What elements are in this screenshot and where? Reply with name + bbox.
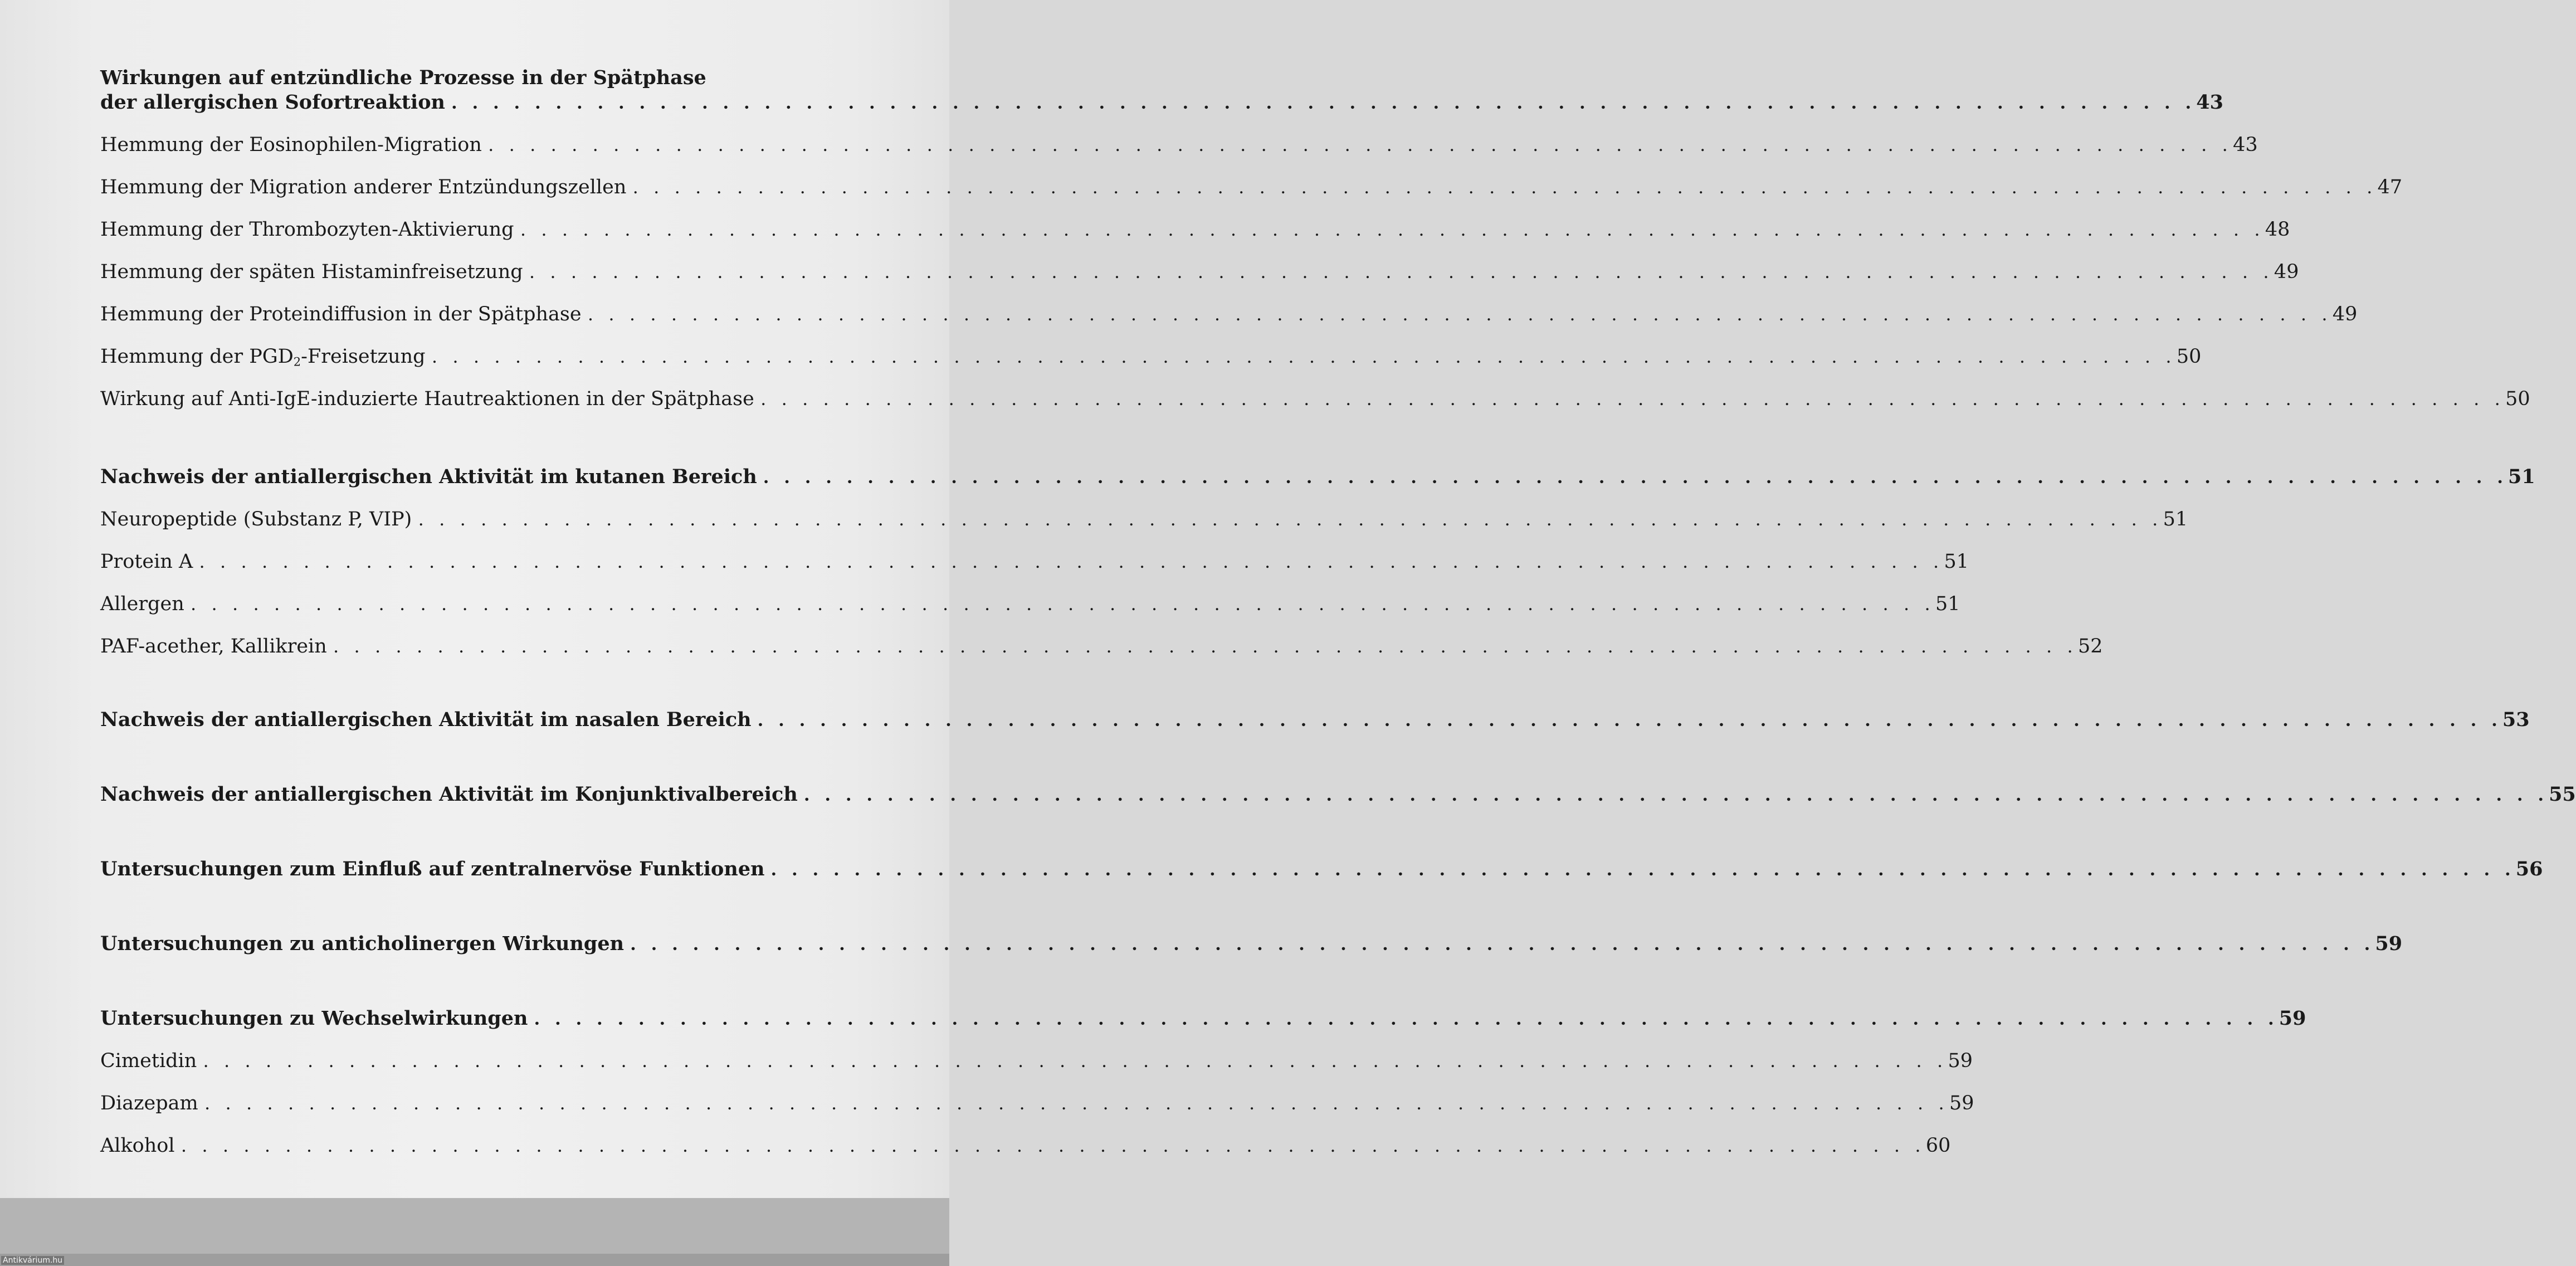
toc-leader: . . . . . . . . . . . . . . . . . . . . . . . . . . . . . . . . . . . . . . . . . . . . . . . . . . . . . . . . . . . . . . . . . . . . . . . . . . . . . . . . . . . . [333, 635, 2079, 657]
toc-leader: . . . . . . . . . . . . . . . . . . . . . . . . . . . . . . . . . . . . . . . . . . . . . . . . . . . . . . . . . . . . . . . . . . . . . . . . . . . . . . . . . . . . [763, 466, 2509, 488]
toc-heading-anticholinerg [100, 932, 2403, 956]
toc-leader: . . . . . . . . . . . . . . . . . . . . . . . . . . . . . . . . . . . . . . . . . . . . . . . . . . . . . . . . . . . . . . . . . . . . . . . . . . . . . . . . . . . . [204, 1092, 1949, 1114]
toc-page-number: 59 [1948, 1050, 1973, 1072]
toc-page-number: 53 [2502, 708, 2530, 731]
toc-leader: . . . . . . . . . . . . . . . . . . . . . . . . . . . . . . . . . . . . . . . . . . . . . . . . . . . . . . . . . . . . . . . . . . . . . . . . . . . . . . . . . . . . [191, 593, 1936, 615]
toc-heading-nasal [100, 708, 2530, 732]
toc-title-part: -Freisetzung [301, 345, 426, 368]
toc-page-number: 49 [2273, 261, 2299, 283]
toc-item [100, 302, 2358, 327]
toc-item-title: Allergen [100, 593, 184, 615]
toc-item [100, 260, 2299, 284]
toc-page-number: 59 [2375, 932, 2403, 955]
toc-page-number: 48 [2265, 218, 2290, 241]
toc-leader: . . . . . . . . . . . . . . . . . . . . . . . . . . . . . . . . . . . . . . . . . . . . . . . . . . . . . . . . . . . . . . . . . . . . . . . . . . . . . . . . . . . . [758, 709, 2502, 731]
toc-heading-wechselwirkungen [100, 1006, 2306, 1031]
toc-page-number: 55 [2549, 783, 2576, 806]
toc-heading-konjunktival [100, 782, 2576, 807]
toc-item [100, 1091, 1974, 1116]
toc-leader: . . . . . . . . . . . . . . . . . . . . . . . . . . . . . . . . . . . . . . . . . . . . . . . . . . . . . . . . . . . . . . . . . . . . . . . . . . . . . . . . . . . . [520, 218, 2265, 240]
toc-item [100, 175, 2403, 199]
toc-leader: . . . . . . . . . . . . . . . . . . . . . . . . . . . . . . . . . . . . . . . . . . . . . . . . . . . . . . . . . . . . . . . . . . . . . . . . . . . . . . . . . . . . [203, 1050, 1948, 1072]
toc-item-title: Diazepam [100, 1092, 198, 1114]
toc-leader: . . . . . . . . . . . . . . . . . . . . . . . . . . . . . . . . . . . . . . . . . . . . . . . . . . . . . . . . . . . . . . . . . . . . . . . . . . . . . . . . . . . . [760, 388, 2506, 410]
toc-leader: . . . . . . . . . . . . . . . . . . . . . . . . . . . . . . . . . . . . . . . . . . . . . . . . . . . . . . . . . . . . . . . . . . . . . . . . . . . . . . . . . . . . [418, 508, 2163, 530]
toc-page-number: 51 [2163, 508, 2188, 530]
toc-item-title: Cimetidin [100, 1050, 197, 1072]
toc-leader: . . . . . . . . . . . . . . . . . . . . . . . . . . . . . . . . . . . . . . . . . . . . . . . . . . . . . . . . . . . . . . . . . . . . . . . . . . . . . . . . . . . . [181, 1134, 1926, 1156]
toc-leader: . . . . . . . . . . . . . . . . . . . . . . . . . . . . . . . . . . . . . . . . . . . . . . . . . . . . . . . . . . . . . . . . . . . . . . . . . . . . . . . . . . . . [631, 933, 2375, 955]
toc-leader: . . . . . . . . . . . . . . . . . . . . . . . . . . . . . . . . . . . . . . . . . . . . . . . . . . . . . . . . . . . . . . . . . . . . . . . . . . . . . . . . . . . . [488, 134, 2233, 155]
toc-heading-zns [100, 857, 2543, 882]
watermark: Antikvárium.hu [1, 1256, 64, 1265]
toc-item-title [100, 344, 426, 369]
toc-item [100, 592, 1960, 616]
toc-leader: . . . . . . . . . . . . . . . . . . . . . . . . . . . . . . . . . . . . . . . . . . . . . . . . . . . . . . . . . . . . . . . . . . . . . . . . . . . . . . . . . . . . [804, 783, 2549, 805]
toc-heading-line1: Wirkungen auf entzündliche Prozesse in der Spätphase [100, 66, 706, 89]
toc-leader: . . . . . . . . . . . . . . . . . . . . . . . . . . . . . . . . . . . . . . . . . . . . . . . . . . . . . . . . . . . . . . . . . . . . . . . . . . . . . . . . . . . . [199, 551, 1944, 572]
toc-heading-title: Nachweis der antiallergischen Aktivität im kutanen Bereich [100, 465, 757, 488]
toc-page-number: 50 [2505, 388, 2530, 410]
footer-band [0, 1198, 949, 1254]
toc-heading-line2: der allergischen Sofortreaktion [100, 91, 445, 114]
toc-page-number: 43 [2233, 134, 2258, 156]
toc-item-title: Alkohol [100, 1134, 175, 1157]
toc-leader: . . . . . . . . . . . . . . . . . . . . . . . . . . . . . . . . . . . . . . . . . . . . . . . . . . . . . . . . . . . . . . . . . . . . . . . . . . . . . . . . . . . . [771, 858, 2516, 880]
toc-heading-title: Nachweis der antiallergischen Aktivität im nasalen Bereich [100, 708, 752, 731]
toc-item-title: Hemmung der Eosinophilen-Migration [100, 134, 482, 156]
toc-leader: . . . . . . . . . . . . . . . . . . . . . . . . . . . . . . . . . . . . . . . . . . . . . . . . . . . . . . . . . . . . . . . . . . . . . . . . . . . . . . . . . . . . [452, 91, 2197, 113]
toc-leader: . . . . . . . . . . . . . . . . . . . . . . . . . . . . . . . . . . . . . . . . . . . . . . . . . . . . . . . . . . . . . . . . . . . . . . . . . . . . . . . . . . . . [534, 1007, 2279, 1029]
toc-item-title: Hemmung der späten Histaminfreisetzung [100, 261, 523, 283]
toc-page-number: 51 [1935, 593, 1960, 615]
toc-leader: . . . . . . . . . . . . . . . . . . . . . . . . . . . . . . . . . . . . . . . . . . . . . . . . . . . . . . . . . . . . . . . . . . . . . . . . . . . . . . . . . . . . [633, 176, 2378, 198]
toc-item-title: Protein A [100, 551, 193, 573]
toc-item-title: Hemmung der Thrombozyten-Aktivierung [100, 218, 514, 241]
toc-item [100, 1133, 1951, 1158]
subscript-2: 2 [293, 355, 301, 369]
toc-heading-title: Nachweis der antiallergischen Aktivität im Konjunktivalbereich [100, 783, 798, 806]
toc-item [100, 217, 2290, 242]
toc-page-number: 51 [1944, 551, 1969, 573]
toc-page-number: 59 [1949, 1092, 1974, 1114]
toc-page-number: 51 [2508, 465, 2535, 488]
toc-item [100, 387, 2530, 411]
toc-item-title: Hemmung der Proteindiffusion in der Spätphase [100, 303, 582, 325]
toc-page-number: 59 [2279, 1007, 2306, 1030]
toc-heading-spaetphase [100, 66, 2223, 115]
toc-item [100, 507, 2188, 532]
toc-item [100, 344, 2202, 369]
footer-strip [0, 1254, 949, 1266]
toc-item [100, 1049, 1973, 1073]
toc-page-number: 49 [2332, 303, 2358, 325]
toc-item [100, 549, 1969, 574]
toc-page-number: 52 [2078, 635, 2103, 658]
toc-heading-kutan [100, 465, 2535, 489]
toc-page-number: 56 [2515, 858, 2543, 880]
toc-leader: . . . . . . . . . . . . . . . . . . . . . . . . . . . . . . . . . . . . . . . . . . . . . . . . . . . . . . . . . . . . . . . . . . . . . . . . . . . . . . . . . . . . [529, 261, 2274, 283]
toc-item-title: PAF-acether, Kallikrein [100, 635, 327, 658]
toc-page-number: 60 [1925, 1134, 1951, 1157]
toc-page-number: 43 [2196, 91, 2223, 114]
toc-page-number: 47 [2377, 176, 2403, 198]
toc-item [100, 634, 2103, 659]
toc-heading-title: Untersuchungen zu Wechselwirkungen [100, 1007, 528, 1030]
toc-item-title: Wirkung auf Anti-IgE-induzierte Hautreaktionen in der Spätphase [100, 388, 754, 410]
toc-leader: . . . . . . . . . . . . . . . . . . . . . . . . . . . . . . . . . . . . . . . . . . . . . . . . . . . . . . . . . . . . . . . . . . . . . . . . . . . . . . . . . . . . [432, 345, 2177, 367]
toc-heading-title: Untersuchungen zum Einfluß auf zentralnervöse Funktionen [100, 858, 765, 880]
toc-leader: . . . . . . . . . . . . . . . . . . . . . . . . . . . . . . . . . . . . . . . . . . . . . . . . . . . . . . . . . . . . . . . . . . . . . . . . . . . . . . . . . . . . [588, 303, 2333, 325]
toc-title-part: Hemmung der PGD [100, 345, 294, 368]
toc-heading-title: Untersuchungen zu anticholinergen Wirkungen [100, 932, 625, 955]
toc-item-title: Hemmung der Migration anderer Entzündungszellen [100, 176, 627, 198]
toc-item-title: Neuropeptide (Substanz P, VIP) [100, 508, 412, 530]
toc-page-number: 50 [2176, 345, 2202, 368]
toc-item [100, 133, 2258, 157]
